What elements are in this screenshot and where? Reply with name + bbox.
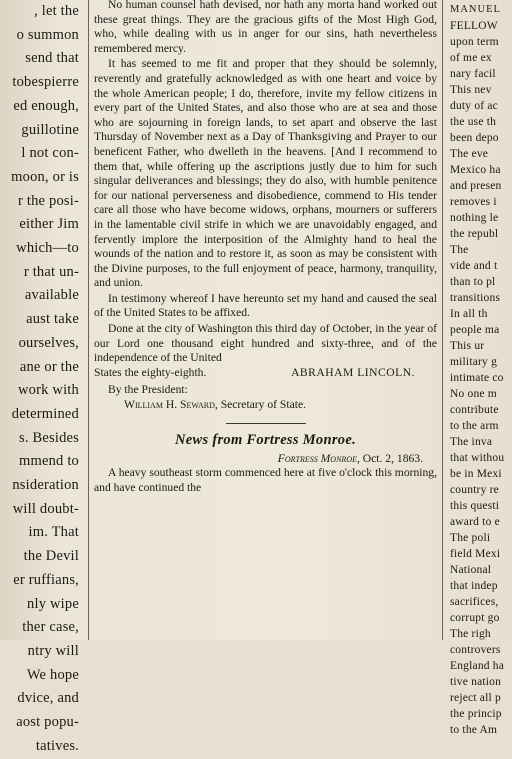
right-column-line: tive nation [450,676,502,688]
right-column-line: The righ [450,628,491,640]
left-column-line: r the posi- [18,192,79,209]
proclamation-paragraph: In testimony whereof I have hereunto set my hand and caused the seal of the United States to be affixed. [94,291,437,320]
left-column-line: will doubt- [12,500,79,517]
left-column-line: , let the [34,3,79,19]
left-column [0,0,82,754]
left-column-line: aost popu- [16,714,79,731]
article-headline: News from Fortress Monroe. [174,432,356,449]
right-column-line: of me ex [450,52,492,64]
left-column-line: determined [11,405,79,422]
right-column-line: controvers [450,644,501,656]
right-column-line: The inva [450,436,493,448]
right-column-line: that withou [450,452,505,464]
right-column-line: and presen [450,180,502,192]
article-dateline [94,451,437,466]
right-column-line: The poli [450,532,491,544]
left-column-line: ane or the [19,358,79,375]
right-column-line: to the arm [450,420,499,432]
right-column-line: nothing le [450,212,499,224]
right-column-line: to the Am [450,724,498,736]
left-column-line: available [24,287,79,304]
column-rule [88,0,89,640]
right-column-line: military g [450,356,498,368]
right-column-line: transitions [450,292,501,304]
right-column-line: Mexico ha [450,164,501,176]
news-article [94,432,437,495]
left-column-line: which—to [16,240,79,257]
right-column-line: reject all p [450,692,501,704]
left-column-text [0,0,82,759]
left-column-line: ntry will [27,642,79,659]
right-column-line: be in Mexi [450,468,502,480]
left-column-line: ourselves, [18,334,79,351]
left-column-line: the Devil [23,548,79,565]
by-line: By the President: [108,383,188,397]
right-column-line: vide and t [450,260,498,272]
left-column-line: send that [25,50,79,67]
right-column-line: nary facil [450,68,496,80]
right-column-line: In all th [450,308,488,320]
proclamation [94,0,437,413]
right-column-line: country re [450,484,499,496]
column-rule [442,0,443,640]
left-column-line: l not con- [21,145,79,162]
left-column-line: dvice, and [17,690,79,707]
right-column-line: This nev [450,84,492,96]
left-column-line: im. That [28,524,79,541]
center-column [94,0,437,640]
left-column-line: r that un- [23,263,79,280]
left-column-line: tobespierre [12,74,79,91]
attest-title: Secretary of State. [217,398,307,412]
right-column-line: the republ [450,228,499,240]
closing-line: States the eighty-eighth. [94,365,207,379]
right-column-line: that indep [450,580,498,592]
right-column-line: The eve [450,148,489,160]
right-column-line: sacrifices, [450,596,499,608]
dateline-place: Fortress Monroe, [277,452,360,466]
right-column-line: FELLOW [450,20,498,32]
right-column-line: National [450,564,492,576]
left-column-line: work with [17,382,79,399]
left-column-line: nsideration [12,477,79,494]
attestation [94,397,437,413]
dateline-date: Oct. 2, 1863. [359,452,423,466]
left-column-line: s. Besides [19,429,79,446]
right-column-line: contribute [450,404,499,416]
right-column-line: This ur [450,340,485,352]
proclamation-paragraph: No human counsel hath devised, nor hath any morta hand worked out these great things. They are the gracious gifts of the Most High God, who, while dealing with us in anger for our sins, hath nevertheless remembered mercy. [94,0,437,55]
right-column-line: than to pl [450,276,496,288]
left-column-line: mmend to [19,453,79,470]
right-column-line: the princip [450,708,502,720]
right-column-line: The [450,244,469,256]
right-column-line: award to e [450,516,500,528]
proclamation-paragraph: It has seemed to me fit and proper that they should be solemnly, reverently and gratefully acknowledged as with one heart and voice by the whole American people; I do, therefore, invite my fellow citizens in every part of the United States, and also those who are at sea and those who are sojourning in foreign lands, to set apart and observe the last Thursday of November next as a Day of Thanksgiving and Prayer to our beneficent Father, who dwelleth in the heavens. [And I recommend to them that, while offering up the ascriptions justly due to him for such singular deliverances and blessings; they do also, with humble penitence for our national perverseness and disobedience, commend to His tender care all those who have become widows, orphans, mourners or sufferers in the lamentable civil strife in which we are unavoidably engaged, and fervently implore the interposition of the Almighty hand to heal the wounds of the nation and to restore it, as soon as may be consistent with the Divine purposes, to the full enjoyment of peace, harmony, tranquility, and union. [94,57,437,290]
right-column-line: the use th [450,116,497,128]
right-column-line: intimate co [450,372,504,384]
article-lead: A heavy southeast storm commenced here at five o'clock this morning, and have continued the [94,466,437,495]
left-column-line: We hope [26,666,79,683]
right-column-line: removes i [450,196,497,208]
left-column-line: tatives. [35,737,79,754]
signature-line [94,366,437,381]
right-column-line: corrupt go [450,612,500,624]
signature: ABRAHAM LINCOLN. [291,365,415,379]
right-column-line: field Mexi [450,548,501,560]
left-column-line: moon, or is [11,168,79,185]
left-column-line: nly wipe [27,595,79,612]
section-divider [226,423,306,424]
right-column-line: England ha [450,660,505,672]
left-column-line: ed enough, [13,97,79,114]
right-column-line: this questi [450,500,500,512]
right-column-header: MANUEL [450,4,501,15]
left-column-line: ther case, [22,619,79,636]
right-column-text [448,0,512,738]
right-column-line: No one m [450,388,497,400]
right-column-line: people ma [450,324,500,336]
left-column-line: o summon [16,26,79,43]
left-column-line: guillotine [21,121,79,138]
left-column-line: aust take [26,311,79,328]
attest-name: William H. Seward, [124,398,218,412]
proclamation-paragraph: Done at the city of Washington this third day of October, in the year of our Lord one thousand eight hundred and sixty-three, and of the independence of the United [94,322,437,365]
right-column-line: been depo [450,132,499,144]
right-column [448,0,512,736]
left-column-line: either Jim [19,216,79,233]
right-column-line: upon term [450,36,499,48]
left-column-line: er ruffians, [13,571,79,588]
right-column-line: duty of ac [450,100,498,112]
